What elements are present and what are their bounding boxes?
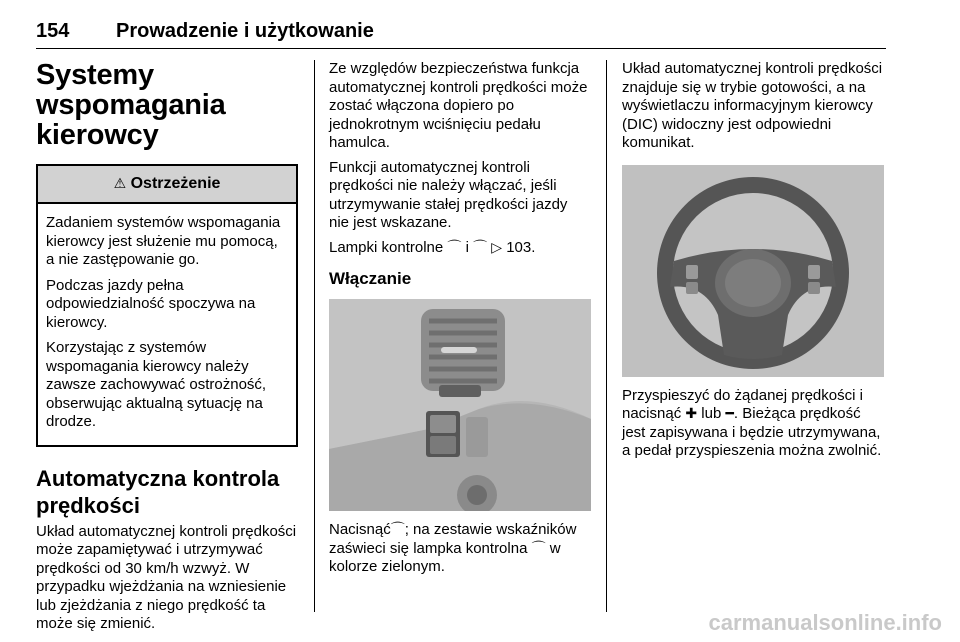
subsection-heading: Automatyczna kontrola prędkości (36, 465, 280, 518)
column-1 (36, 60, 298, 640)
cruise-control-icon: ⌒ (473, 239, 488, 256)
paragraph: Funkcji automatycznej kontroli prędkości nie należy włączać, jeśli utrzymywanie stałej prędkości jazdy nie jest wskazane. (329, 158, 568, 231)
subsection-heading: Włączanie (329, 269, 412, 288)
column-divider (606, 60, 607, 612)
watermark: carmanualsonline.info (708, 610, 942, 635)
warning-text: Zadaniem systemów wspomagania kierowcy jest służenie mu pomocą, a nie zastępowanie go. (46, 214, 281, 268)
steering-wheel-drawing (622, 165, 884, 377)
section-heading: Systemy wspomagania kierowcy (36, 59, 226, 151)
paragraph-text: Przyspieszyć do żądanej prędkości i nacisnąć (622, 386, 863, 422)
dashboard-switch-drawing (329, 299, 591, 511)
page-number: 154 (36, 20, 70, 42)
warning-text: Korzystając z systemów wspomagania kierowcy należy zawsze zachowywać ostrożność, obserwując aktualną sytuację na drodze. (46, 339, 267, 430)
paragraph (622, 387, 884, 461)
paragraph: Układ automatycznej kontroli prędkości może zapamiętywać i utrzymywać prędkości od 30 km/h wzwyż. W przypadku wjeżdżania na wzniesienie lub zjeżdżania z niego prędkość ta może się zmienić. (36, 522, 297, 632)
paragraph (329, 521, 591, 577)
column-3 (622, 60, 884, 467)
paragraph-text: Nacisnąć (329, 521, 391, 538)
warning-body (38, 204, 296, 445)
paragraph-text: i (465, 238, 469, 256)
plus-icon: ✚ (685, 406, 698, 422)
column-divider (314, 60, 315, 612)
warning-text: Podczas jazdy pełna odpowiedzialność spoczywa na kierowcy. (46, 276, 256, 331)
paragraph-text: 103. (506, 238, 536, 256)
paragraph-text: ; na zestawie wskaźników zaświeci się lampka kontrolna (329, 521, 577, 557)
page-reference-arrow-icon: ▷ (491, 239, 503, 256)
paragraph: Ze względów bezpieczeństwa funkcja automatycznej kontroli prędkości może zostać włączona dopiero po jednokrotnym wciśnięciu pedału hamulca. (329, 60, 588, 151)
dashboard-switch-illustration (329, 299, 591, 511)
chapter-title: Prowadzenie i użytkowanie (116, 20, 374, 42)
warning-title: Ostrzeżenie (130, 175, 221, 192)
column-2 (329, 60, 591, 583)
steering-wheel-illustration (622, 165, 884, 377)
paragraph (329, 239, 591, 258)
paragraph-text: . Bieżąca prędkość jest zapisywana i będzie utrzymywana, a pedał przyspieszenia można zwolnić. (622, 405, 882, 459)
paragraph-text: lub (701, 405, 722, 422)
warning-triangle-icon: ⚠ (113, 176, 127, 192)
page-header (36, 14, 886, 49)
paragraph: Układ automatycznej kontroli prędkości znajduje się w trybie gotowości, a na wyświetlaczu informacyjnym kierowcy (DIC) widoczny jest odpowiedni komunikat. (622, 60, 883, 151)
cruise-control-lamp-icon: ⌒ (447, 239, 462, 256)
cruise-control-lamp-icon: ⌒ (531, 540, 546, 557)
minus-icon: ━ (725, 406, 734, 422)
warning-header (38, 166, 296, 204)
paragraph-text: w kolorze zielonym. (329, 539, 561, 575)
warning-box (36, 164, 298, 447)
cruise-control-button-icon: ⌒ (390, 522, 405, 538)
paragraph-text: Lampki kontrolne (329, 238, 444, 256)
